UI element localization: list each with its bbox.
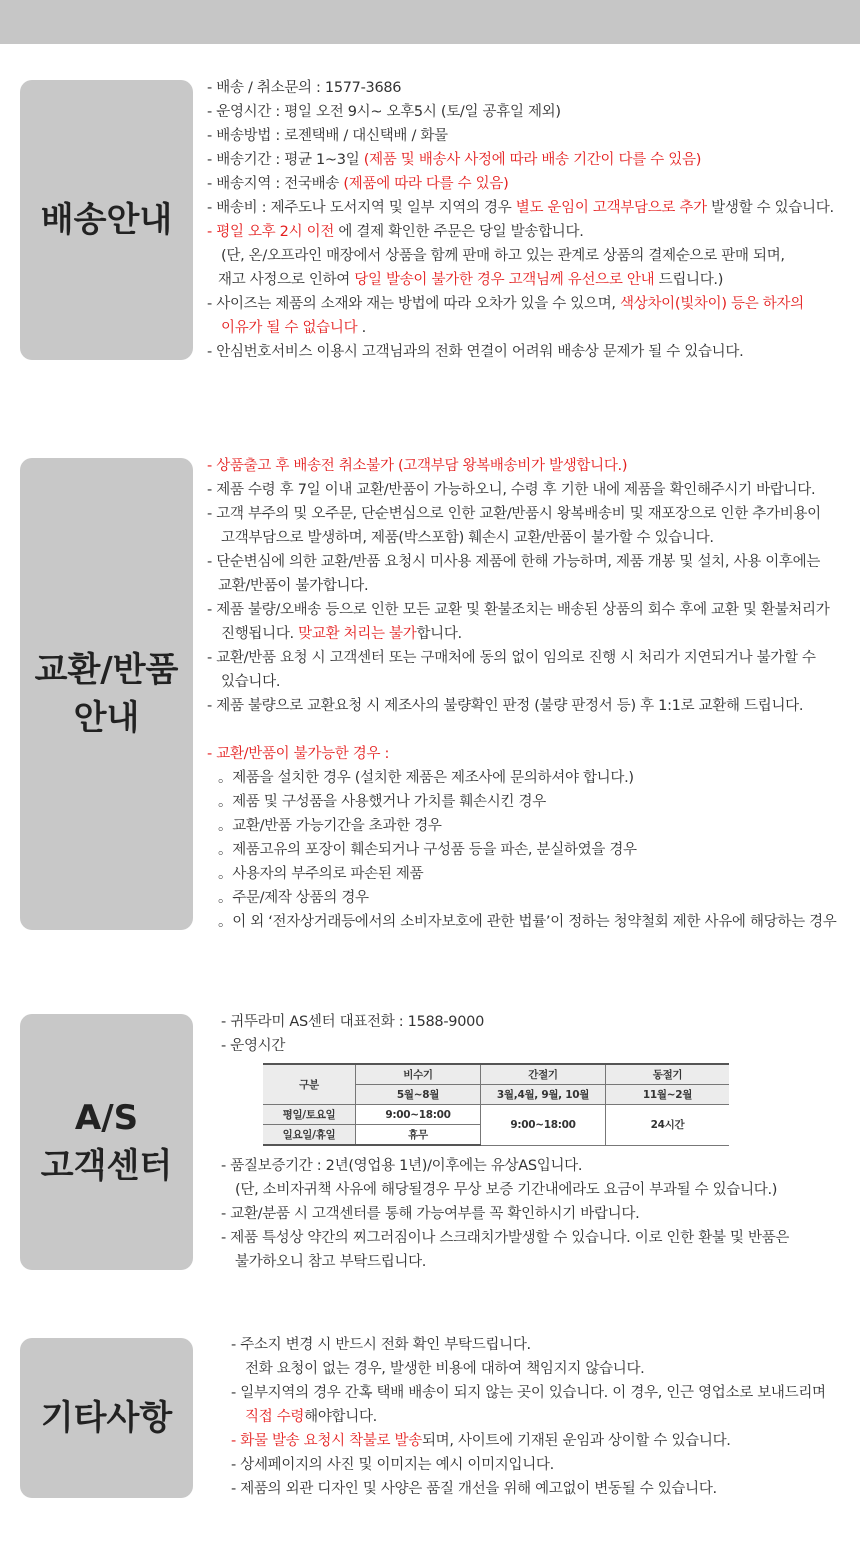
text-line — [207, 196, 834, 220]
body-text: - 안심번호서비스 이용시 고객님과의 전화 연결이 어려워 배송상 문제가 될 수 있습니다. — [207, 344, 744, 360]
etc-info-text — [231, 1333, 826, 1501]
highlight-text: 별도 운임이 고객부담으로 추가 — [515, 200, 707, 216]
exchange-title-line-1: 교환/반품 — [34, 650, 179, 690]
text-line — [207, 268, 834, 292]
text-line — [207, 100, 834, 124]
body-text: - 운영시간 — [221, 1038, 286, 1054]
text-line — [207, 172, 834, 196]
table-header-off-season: 비수기 — [356, 1064, 481, 1085]
text-line — [207, 316, 834, 340]
body-text: - 일부지역의 경우 간혹 택배 배송이 되지 않는 곳이 있습니다. 이 경우, 인근 영업소로 보내드리며 — [231, 1385, 826, 1401]
highlight-text: (제품에 따라 다를 수 있음) — [343, 176, 509, 192]
body-text: - 사이즈는 제품의 소재와 재는 방법에 따라 오차가 있을 수 있으며, — [207, 296, 621, 312]
body-text: - 배송기간 : 평균 1~3일 — [207, 152, 364, 168]
text-line — [207, 76, 834, 100]
body-text: - 제품 수령 후 7일 이내 교환/반품이 가능하오니, 수령 후 기한 내에 제품을 확인해주시기 바랍니다. — [207, 482, 816, 498]
shipping-title-box — [20, 80, 193, 360]
text-line — [231, 1381, 826, 1405]
text-line — [221, 1034, 484, 1058]
text-line — [221, 1202, 789, 1226]
text-line — [231, 1357, 826, 1381]
table-winter-hours: 24시간 — [606, 1105, 730, 1146]
body-text: 。제품을 설치한 경우 (설치한 제품은 제조사에 문의하셔야 합니다.) — [218, 770, 634, 786]
table-weekday-off-season: 9:00~18:00 — [356, 1105, 481, 1125]
as-title-line-1: A/S — [74, 1098, 139, 1138]
table-row-holiday: 일요일/휴일 — [263, 1125, 356, 1146]
text-line — [231, 1333, 826, 1357]
body-text: 드립니다.) — [654, 272, 724, 288]
exchange-title-line-2: 안내 — [73, 698, 140, 738]
body-text: 。주문/제작 상품의 경우 — [218, 890, 369, 906]
text-line — [207, 502, 837, 526]
text-line — [221, 1154, 789, 1178]
body-text: 되며, 사이트에 기재된 운임과 상이할 수 있습니다. — [421, 1433, 731, 1449]
body-text: 해야합니다. — [304, 1409, 377, 1425]
shipping-title-line-1: 배송안내 — [40, 200, 173, 240]
text-line — [207, 670, 837, 694]
body-text: 합니다. — [416, 626, 462, 642]
text-line — [207, 766, 837, 790]
text-line — [207, 478, 837, 502]
text-line — [207, 220, 834, 244]
exchange-title-box — [20, 458, 193, 930]
body-text: 。사용자의 부주의로 파손된 제품 — [218, 866, 424, 882]
as-hours-table — [263, 1063, 729, 1146]
highlight-text: 이유가 될 수 없습니다 — [221, 320, 358, 336]
text-line — [207, 598, 837, 622]
text-line — [221, 1010, 484, 1034]
table-winter-months: 11월~2월 — [606, 1085, 730, 1105]
body-text: - 상세페이지의 사진 및 이미지는 예시 이미지입니다. — [231, 1457, 554, 1473]
text-line — [207, 526, 837, 550]
text-line — [207, 244, 834, 268]
highlight-text: - 교환/반품이 불가능한 경우 : — [207, 746, 390, 762]
body-text: 에 결제 확인한 주문은 당일 발송합니다. — [334, 224, 584, 240]
text-line — [207, 622, 837, 646]
table-header-winter: 동절기 — [606, 1064, 730, 1085]
body-text: (단, 소비자귀책 사유에 해당될경우 무상 보증 기간내에라도 요금이 부과될 수 있습니다.) — [235, 1182, 778, 1198]
text-line — [207, 340, 834, 364]
body-text: 교환/반품이 불가합니다. — [218, 578, 369, 594]
as-title-line-2: 고객센터 — [40, 1146, 173, 1186]
body-text: 발생할 수 있습니다. — [706, 200, 834, 216]
text-line — [207, 574, 837, 598]
highlight-text: - 평일 오후 2시 이전 — [207, 224, 335, 240]
text-line — [231, 1405, 826, 1429]
highlight-text: - 상품출고 후 배송전 취소불가 (고객부담 왕복배송비가 발생합니다.) — [207, 458, 628, 474]
table-off-season-months: 5월~8월 — [356, 1085, 481, 1105]
text-line — [207, 454, 837, 478]
text-line — [207, 886, 837, 910]
text-line — [207, 646, 837, 670]
body-text: 。교환/반품 가능기간을 초과한 경우 — [218, 818, 442, 834]
table-holiday-off-season: 휴무 — [356, 1125, 481, 1146]
text-line — [207, 292, 834, 316]
as-title-box — [20, 1014, 193, 1270]
body-text: - 주소지 변경 시 반드시 전화 확인 부탁드립니다. — [231, 1337, 531, 1353]
text-line — [207, 694, 837, 718]
body-text: - 교환/반품 요청 시 고객센터 또는 구매처에 동의 없이 임의로 진행 시 처리가 지연되거나 불가할 수 — [207, 650, 816, 666]
text-line — [221, 1226, 789, 1250]
body-text: - 배송비 : 제주도나 도서지역 및 일부 지역의 경우 — [207, 200, 516, 216]
as-info-text-bottom — [221, 1154, 789, 1274]
highlight-text: (제품 및 배송사 사정에 따라 배송 기간이 다를 수 있음) — [363, 152, 702, 168]
text-line — [207, 838, 837, 862]
text-line — [207, 550, 837, 574]
body-text: 불가하오니 참고 부탁드립니다. — [235, 1254, 427, 1270]
body-text: - 교환/분품 시 고객센터를 통해 가능여부를 꼭 확인하시기 바랍니다. — [221, 1206, 640, 1222]
top-banner-bar — [0, 0, 860, 44]
text-line — [207, 124, 834, 148]
table-header-mid-season: 간절기 — [481, 1064, 606, 1085]
body-text: 진행됩니다. — [221, 626, 299, 642]
text-line — [207, 814, 837, 838]
text-line — [231, 1477, 826, 1501]
body-text: - 고객 부주의 및 오주문, 단순변심으로 인한 교환/반품시 왕복배송비 및 재포장으로 인한 추가비용이 — [207, 506, 821, 522]
text-line — [207, 718, 837, 742]
body-text: - 제품 불량으로 교환요청 시 제조사의 불량확인 판정 (불량 판정서 등) 후 1:1로 교환해 드립니다. — [207, 698, 804, 714]
text-line — [231, 1429, 826, 1453]
highlight-text: 맞교환 처리는 불가 — [298, 626, 417, 642]
body-text: 있습니다. — [221, 674, 281, 690]
body-text: - 제품의 외관 디자인 및 사양은 품질 개선을 위해 예고없이 변동될 수 있습니다. — [231, 1481, 717, 1497]
as-info-text-top — [221, 1010, 484, 1058]
etc-title-box — [20, 1338, 193, 1498]
body-text: - 단순변심에 의한 교환/반품 요청시 미사용 제품에 한해 가능하며, 제품 개봉 및 설치, 사용 이후에는 — [207, 554, 821, 570]
table-mid-season-hours: 9:00~18:00 — [481, 1105, 606, 1146]
body-text: - 배송지역 : 전국배송 — [207, 176, 344, 192]
table-row-weekday: 평일/토요일 — [263, 1105, 356, 1125]
body-text: - 귀뚜라미 AS센터 대표전화 : 1588-9000 — [221, 1014, 484, 1030]
exchange-info-text — [207, 454, 837, 934]
highlight-text: - 화물 발송 요청시 착불로 발송 — [231, 1433, 422, 1449]
body-text: 재고 사정으로 인하여 — [218, 272, 355, 288]
etc-title-line-1: 기타사항 — [40, 1398, 173, 1438]
text-line — [207, 862, 837, 886]
body-text: - 배송 / 취소문의 : 1577-3686 — [207, 80, 402, 96]
body-text: - 배송방법 : 로젠택배 / 대신택배 / 화물 — [207, 128, 448, 144]
text-line — [231, 1453, 826, 1477]
highlight-text: 직접 수령 — [245, 1409, 305, 1425]
body-text: 。제품고유의 포장이 훼손되거나 구성품 등을 파손, 분실하였을 경우 — [218, 842, 637, 858]
body-text: - 제품 특성상 약간의 찌그러짐이나 스크래치가발생할 수 있습니다. 이로 인한 환불 및 반품은 — [221, 1230, 790, 1246]
body-text: 。제품 및 구성품을 사용했거나 가치를 훼손시킨 경우 — [218, 794, 546, 810]
text-line — [207, 742, 837, 766]
text-line — [207, 790, 837, 814]
text-line — [221, 1250, 789, 1274]
text-line — [207, 148, 834, 172]
highlight-text: 색상차이(빛차이) 등은 하자의 — [620, 296, 804, 312]
shipping-info-text — [207, 76, 834, 364]
body-text: 고객부담으로 발생하며, 제품(박스포함) 훼손시 교환/반품이 불가할 수 있습니다. — [221, 530, 714, 546]
body-text: 。이 외 ‘전자상거래등에서의 소비자보호에 관한 법률’이 정하는 청약철회 제한 사유에 해당하는 경우 — [218, 914, 837, 930]
table-mid-season-months: 3월,4월, 9월, 10월 — [481, 1085, 606, 1105]
body-text: - 품질보증기간 : 2년(영업용 1년)/이후에는 유상AS입니다. — [221, 1158, 583, 1174]
body-text: (단, 온/오프라인 매장에서 상품을 함께 판매 하고 있는 관계로 상품의 결제순으로 판매 되며, — [221, 248, 785, 264]
highlight-text: 당일 발송이 불가한 경우 고객님께 유선으로 안내 — [354, 272, 655, 288]
text-line — [207, 910, 837, 934]
body-text: 전화 요청이 없는 경우, 발생한 비용에 대하여 책임지지 않습니다. — [245, 1361, 645, 1377]
text-line — [221, 1178, 789, 1202]
table-header-category: 구분 — [263, 1064, 356, 1105]
body-text: - 제품 불량/오배송 등으로 인한 모든 교환 및 환불조치는 배송된 상품의 회수 후에 교환 및 환불처리가 — [207, 602, 830, 618]
body-text: . — [357, 320, 366, 336]
body-text: - 운영시간 : 평일 오전 9시~ 오후5시 (토/일 공휴일 제외) — [207, 104, 561, 120]
